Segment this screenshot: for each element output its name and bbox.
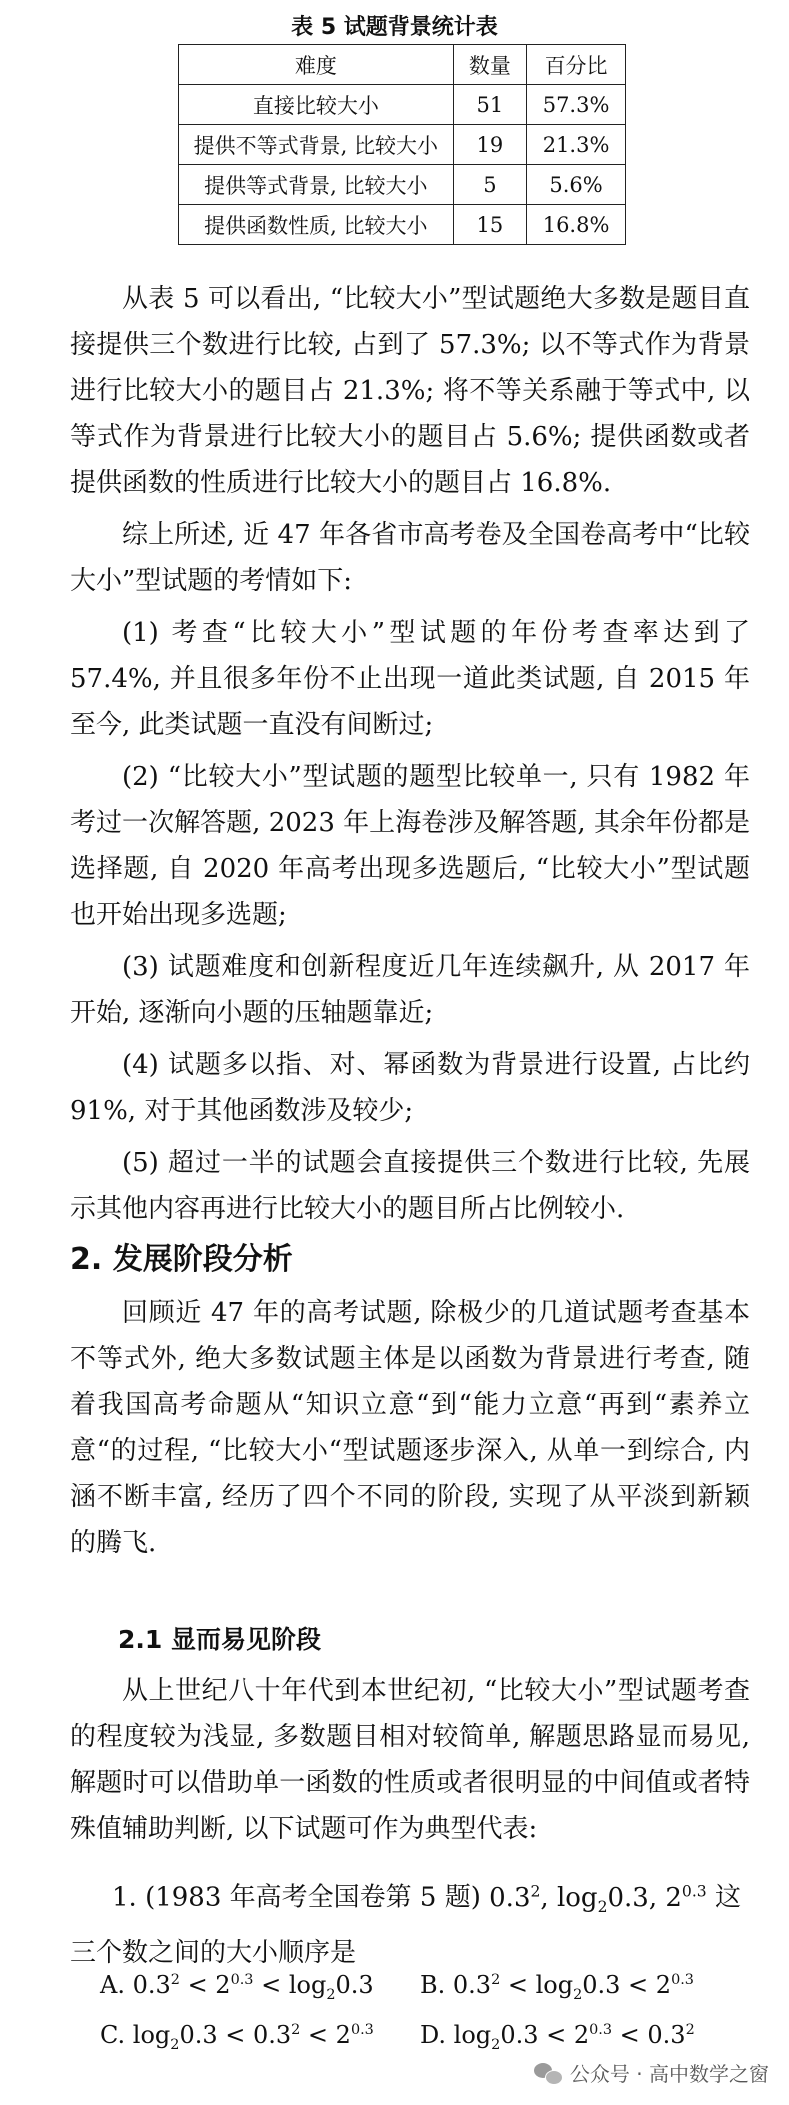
table-cell: 15 [453, 205, 526, 245]
subsection-heading: 2.1 显而易见阶段 [118, 1625, 321, 1654]
table-cell: 19 [453, 125, 526, 165]
answer-options [100, 1962, 740, 2062]
stats-table [178, 44, 626, 245]
paragraph: 回顾近 47 年的高考试题, 除极少的几道试题考查基本不等式外, 绝大多数试题主体是以函数为背景进行考查, 随着我国高考命题从“知识立意“到“能力立意“再到“素养立意“的过程, “比较大小“型试题逐步深入, 从单一到综合, 内涵不断丰富, 经历了四个不同的阶段, 实现了从平淡到新颖的腾飞. [70, 1298, 750, 1558]
option-math: $\log_20.3 < 0.3^2 < 2^{0.3}$ [132, 2021, 374, 2053]
option-math: $0.3^2 < 2^{0.3} < \log_20.3$ [132, 1971, 374, 2003]
paragraph: (1) 考查“比较大小”型试题的年份考查率达到了 57.4%, 并且很多年份不止出现一道此类试题, 自 2015 年至今, 此类试题一直没有间断过; [70, 618, 750, 740]
table-cell: 21.3% [527, 125, 626, 165]
table-header-row [179, 45, 626, 85]
table-row [179, 205, 626, 245]
table-cell: 提供等式背景, 比较大小 [179, 165, 454, 205]
paragraph: (5) 超过一半的试题会直接提供三个数进行比较, 先展示其他内容再进行比较大小的题目所占比例较小. [70, 1148, 750, 1224]
question-math: $0.3^2$, $\log_20.3$, $2^{0.3}$ [489, 1882, 707, 1916]
question-stem [70, 1868, 760, 1976]
wechat-icon [534, 2061, 564, 2085]
option-row [100, 2012, 740, 2062]
table-cell: 5.6% [527, 165, 626, 205]
paragraph: (4) 试题多以指、对、幂函数为背景进行设置, 占比约 91%, 对于其他函数涉及较少; [70, 1050, 750, 1126]
table-cell: 57.3% [527, 85, 626, 125]
watermark-text: 公众号 · 高中数学之窗 [569, 2062, 769, 2086]
paragraph: (2) “比较大小”型试题的题型比较单一, 只有 1982 年考过一次解答题, 2023 年上海卷涉及解答题, 其余年份都是选择题, 自 2020 年高考出现多选题后, “比较大小”型试题也开始出现多选题; [70, 762, 750, 930]
table-cell: 提供不等式背景, 比较大小 [179, 125, 454, 165]
option-b [420, 1971, 740, 2003]
option-label: D. [420, 2021, 447, 2050]
paragraph: (3) 试题难度和创新程度近几年连续飙升, 从 2017 年开始, 逐渐向小题的压轴题靠近; [70, 952, 750, 1028]
table-cell: 51 [453, 85, 526, 125]
option-math: $0.3^2 < \log_20.3 < 2^{0.3}$ [452, 1971, 694, 2003]
option-row [100, 1962, 740, 2012]
table-row [179, 125, 626, 165]
summary-section [70, 276, 750, 1232]
table-cell: 5 [453, 165, 526, 205]
question-prefix: 1. (1983 年高考全国卷第 5 题) [112, 1882, 481, 1913]
option-label: C. [100, 2021, 126, 2050]
section-heading: 2. 发展阶段分析 [70, 1242, 293, 1277]
table-header: 数量 [453, 45, 526, 85]
table-cell: 16.8% [527, 205, 626, 245]
option-c [100, 2021, 420, 2053]
paragraph: 从上世纪八十年代到本世纪初, “比较大小”型试题考查的程度较为浅显, 多数题目相对较简单, 解题思路显而易见, 解题时可以借助单一函数的性质或者很明显的中间值或者特殊值辅助判断, 以下试题可作为典型代表: [70, 1676, 750, 1844]
table-title: 表 5 试题背景统计表 [291, 15, 498, 40]
table-cell: 提供函数性质, 比较大小 [179, 205, 454, 245]
table-row [179, 85, 626, 125]
paragraph: 从表 5 可以看出, “比较大小”型试题绝大多数是题目直接提供三个数进行比较, 占到了 57.3%; 以不等式作为背景进行比较大小的题目占 21.3%; 将不等关系融于等式中, 以等式作为背景进行比较大小的题目占 5.6%; 提供函数或者提供函数的性质进行比较大小的题目占 16.8%. [70, 284, 750, 498]
option-math: $\log_20.3 < 2^{0.3} < 0.3^2$ [453, 2021, 695, 2053]
option-a [100, 1971, 420, 2003]
table-header: 百分比 [527, 45, 626, 85]
section21-body [70, 1668, 750, 1852]
option-label: A. [100, 1971, 125, 2000]
watermark [534, 2058, 769, 2087]
table-header: 难度 [179, 45, 454, 85]
question-suffix: 这三个数之间的大小顺序是 [70, 1882, 742, 1968]
option-d [420, 2021, 740, 2053]
section2-body [70, 1290, 750, 1566]
table-cell: 直接比较大小 [179, 85, 454, 125]
paragraph: 综上所述, 近 47 年各省市高考卷及全国卷高考中“比较大小”型试题的考情如下: [70, 520, 750, 596]
option-label: B. [420, 1971, 446, 2000]
table-row [179, 165, 626, 205]
